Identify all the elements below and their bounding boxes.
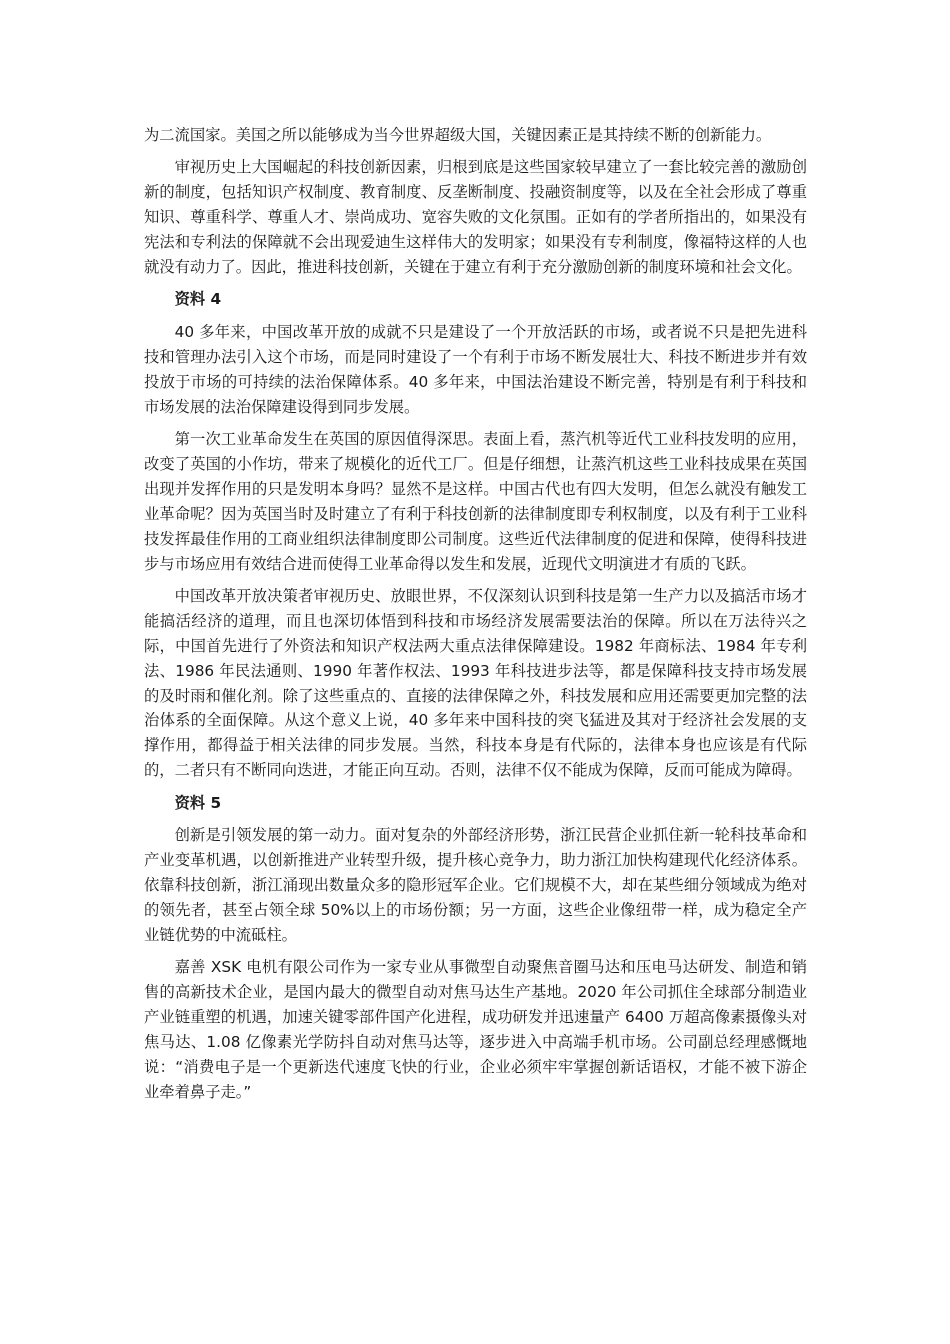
paragraph-xsk-motor-company: 嘉善 XSK 电机有限公司作为一家专业从事微型自动聚焦音圈马达和压电马达研发、制造和销售的高新技术企业，是国内最大的微型自动对焦马达生产基地。2020 年公司抓住全球部分制造业产业链重塑的机遇，加速关键零部件国产化进程，成功研发并迅速量产 6400 万超高像素摄像头对焦马达、1.08 亿像素光学防抖自动对焦马达等，逐步进入中高端手机市场。公司副总经理感慨地说：“消费电子是一个更新迭代速度飞快的行业，企业必须牢牢掌握创新话语权，才能不被下游企业牵着鼻子走。” <box>144 958 807 1101</box>
section-heading-material-5: 资料 5 <box>174 793 222 812</box>
section-heading-material-4: 资料 4 <box>174 290 222 309</box>
paragraph-innovation-systems: 审视历史上大国崛起的科技创新因素，归根到底是这些国家较早建立了一套比较完善的激励创新的制度，包括知识产权制度、教育制度、反垄断制度、投融资制度等，以及在全社会形成了尊重知识、尊重科学、尊重人才、崇尚成功、宽容失败的文化氛围。正如有的学者所指出的，如果没有宪法和专利法的保障就不会出现爱迪生这样伟大的发明家；如果没有专利制度，像福特这样的人也就没有动力了。因此，推进科技创新，关键在于建立有利于充分激励创新的制度环境和社会文化。 <box>144 158 807 277</box>
document-page <box>144 123 807 1112</box>
paragraph-legal-guarantee: 中国改革开放决策者审视历史、放眼世界，不仅深刻认识到科技是第一生产力以及搞活市场才能搞活经济的道理，而且也深切体悟到科技和市场经济发展需要法治的保障。所以在万法待兴之际，中国首先进行了外资法和知识产权法两大重点法律保障建设。1982 年商标法、1984 年专利法、1986 年民法通则、1990 年著作权法、1993 年科技进步法等，都是保障科技支持市场发展的及时雨和催化剂。除了这些重点的、直接的法律保障之外，科技发展和应用还需要更加完整的法治体系的全面保障。从这个意义上说，40 多年来中国科技的突飞猛进及其对于经济社会发展的支撑作用，都得益于相关法律的同步发展。当然，科技本身是有代际的，法律本身也应该是有代际的，二者只有不断同向迭进，才能正向互动。否则，法律不仅不能成为保障，反而可能成为障碍。 <box>144 586 807 780</box>
paragraph-continuation: 为二流国家。美国之所以能够成为当今世界超级大国，关键因素正是其持续不断的创新能力。 <box>144 126 772 144</box>
paragraph-industrial-revolution: 第一次工业革命发生在英国的原因值得深思。表面上看，蒸汽机等近代工业科技发明的应用，改变了英国的小作坊，带来了规模化的近代工厂。但是仔细想，让蒸汽机这些工业科技成果在英国出现并发挥作用的只是发明本身吗？显然不是这样。中国古代也有四大发明，但怎么就没有触发工业革命呢？因为英国当时及时建立了有利于科技创新的法律制度即专利权制度，以及有利于工业科技发挥最佳作用的工商业组织法律制度即公司制度。这些近代法律制度的促进和保障，使得科技进步与市场应用有效结合进而使得工业革命得以发生和发展，近现代文明演进才有质的飞跃。 <box>144 429 807 573</box>
paragraph-zhejiang-innovation: 创新是引领发展的第一动力。面对复杂的外部经济形势，浙江民营企业抓住新一轮科技革命和产业变革机遇，以创新推进产业转型升级，提升核心竞争力，助力浙江加快构建现代化经济体系。依靠科技创新，浙江涌现出数量众多的隐形冠军企业。它们规模不大，却在某些细分领域成为绝对的领先者，甚至占领全球 50%以上的市场份额；另一方面，这些企业像纽带一样，成为稳定全产业链优势的中流砥柱。 <box>144 826 807 944</box>
paragraph-reform-rule-of-law: 40 多年来，中国改革开放的成就不只是建设了一个开放活跃的市场，或者说不只是把先进科技和管理办法引入这个市场，而是同时建设了一个有利于市场不断发展壮大、科技不断进步并有效投放于市场的可持续的法治保障体系。40 多年来，中国法治建设不断完善，特别是有利于科技和市场发展的法治保障建设得到同步发展。 <box>144 322 807 416</box>
